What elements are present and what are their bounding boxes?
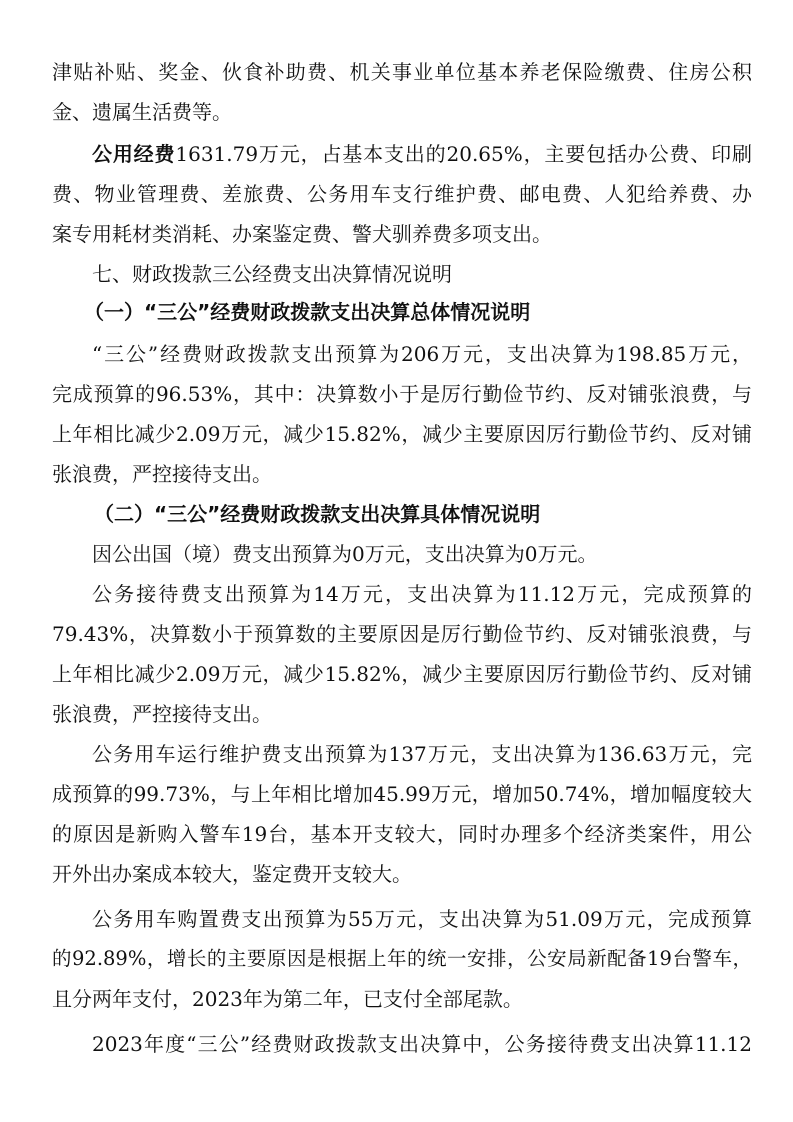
section-heading: 七、财政拨款三公经费支出决算情况说明 [92,262,452,286]
paragraph-line: “三公”经费财政拨款支出预算为206万元，支出决算为198.85万元， [92,342,752,366]
paragraph-line: 张浪费，严控接待支出。 [52,462,272,486]
bold-lead-text: 公用经费 [92,142,176,166]
paragraph-line: 案专用耗材类消耗、办案鉴定费、警犬驯养费多项支出。 [52,222,552,246]
paragraph-line: 因公出国（境）费支出预算为0万元，支出决算为0万元。 [92,542,598,566]
paragraph-line: 张浪费，严控接待支出。 [52,702,272,726]
paragraph-line: 公务接待费支出预算为14万元，支出决算为11.12万元，完成预算的 [92,582,752,606]
paragraph-line: 且分两年支付，2023年为第二年，已支付全部尾款。 [52,987,523,1011]
paragraph-line: 开外出办案成本较大，鉴定费开支较大。 [52,862,412,886]
paragraph-line: 费、物业管理费、差旅费、公务用车支行维护费、邮电费、人犯给养费、办 [52,182,752,206]
paragraph-line: 成预算的99.73%，与上年相比增加45.99万元，增加50.74%，增加幅度较大 [52,782,752,806]
subsection-heading: （二）“三公”经费财政拨款支出决算具体情况说明 [94,502,541,526]
paragraph-line: 2023年度“三公”经费财政拨款支出决算中，公务接待费支出决算11.12 [92,1032,752,1056]
paragraph-line: 上年相比减少2.09万元，减少15.82%，减少主要原因厉行勤俭节约、反对铺 [52,422,752,446]
paragraph-line: 79.43%，决算数小于预算数的主要原因是厉行勤俭节约、反对铺张浪费，与 [52,622,752,646]
paragraph-line: 的92.89%，增长的主要原因是根据上年的统一安排，公安局新配备19台警车， [52,947,752,970]
paragraph-line: 的原因是新购入警车19台，基本开支较大，同时办理多个经济类案件，用公 [52,822,752,846]
paragraph-line: 金、遗属生活费等。 [52,100,232,124]
paragraph-line: 公务用车运行维护费支出预算为137万元，支出决算为136.63万元，完 [92,742,752,766]
paragraph-line: 完成预算的96.53%，其中：决算数小于是厉行勤俭节约、反对铺张浪费，与 [52,382,752,406]
subsection-heading: （一）“三公”经费财政拨款支出决算总体情况说明 [84,300,531,324]
paragraph-line: 津贴补贴、奖金、伙食补助费、机关事业单位基本养老保险缴费、住房公积 [52,60,752,84]
paragraph-line [92,140,752,168]
paragraph-line: 上年相比减少2.09万元，减少15.82%，减少主要原因厉行勤俭节约、反对铺 [52,662,752,686]
paragraph-line: 公务用车购置费支出预算为55万元，支出决算为51.09万元，完成预算 [92,907,752,931]
paragraph-text: 1631.79万元，占基本支出的20.65%，主要包括办公费、印刷 [175,142,753,166]
